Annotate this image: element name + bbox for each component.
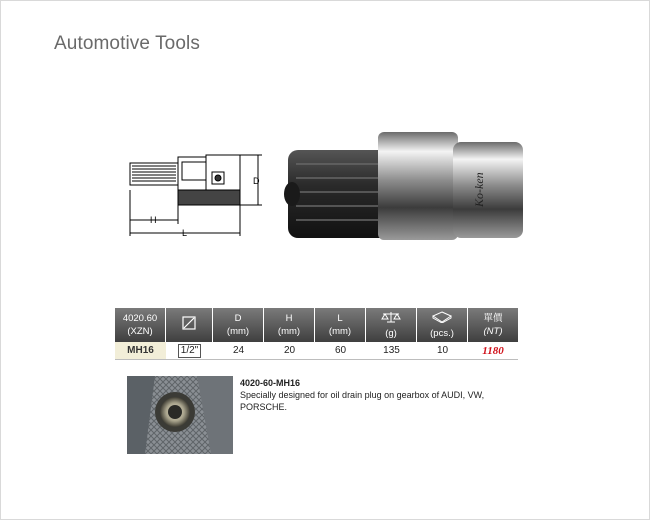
cell-h: 20 [264,342,315,360]
table-row [115,342,518,360]
cell-code: MH16 [115,342,166,360]
spec-table [115,308,518,360]
svg-text:Ko-ken: Ko-ken [472,172,486,207]
header-drive [166,308,213,342]
header-weight: (g) [366,308,417,342]
dimension-l-label: L [182,228,188,238]
header-code: 4020.60 (XZN) [115,308,166,342]
page-title: Automotive Tools [54,33,200,54]
header-d: D (mm) [213,308,264,342]
cell-l: 60 [315,342,366,360]
description-text: Specially designed for oil drain plug on gearbox of AUDI, VW, PORSCHE. [240,390,485,412]
product-description [240,377,500,413]
drive-size: 1/2" [178,344,201,358]
cell-weight: 135 [366,342,417,360]
dimension-h-label: H [150,215,157,225]
dimension-d-label: D [253,176,260,186]
header-h: H (mm) [264,308,315,342]
cell-drive [166,342,213,360]
header-price: 單價 (NT) [468,308,518,342]
square-drive-icon [181,315,197,331]
product-photo [268,112,538,252]
description-code: 4020-60-MH16 [240,378,301,388]
cell-pcs: 10 [417,342,468,360]
weight-scale-icon [381,311,401,323]
cell-d: 24 [213,342,264,360]
header-pcs: (pcs.) [417,308,468,342]
application-photo [127,376,233,454]
spec-header-row [115,308,518,342]
cell-price: 1180 [468,342,518,360]
header-l: L (mm) [315,308,366,342]
dimension-diagram [120,150,270,240]
package-icon [432,311,452,323]
